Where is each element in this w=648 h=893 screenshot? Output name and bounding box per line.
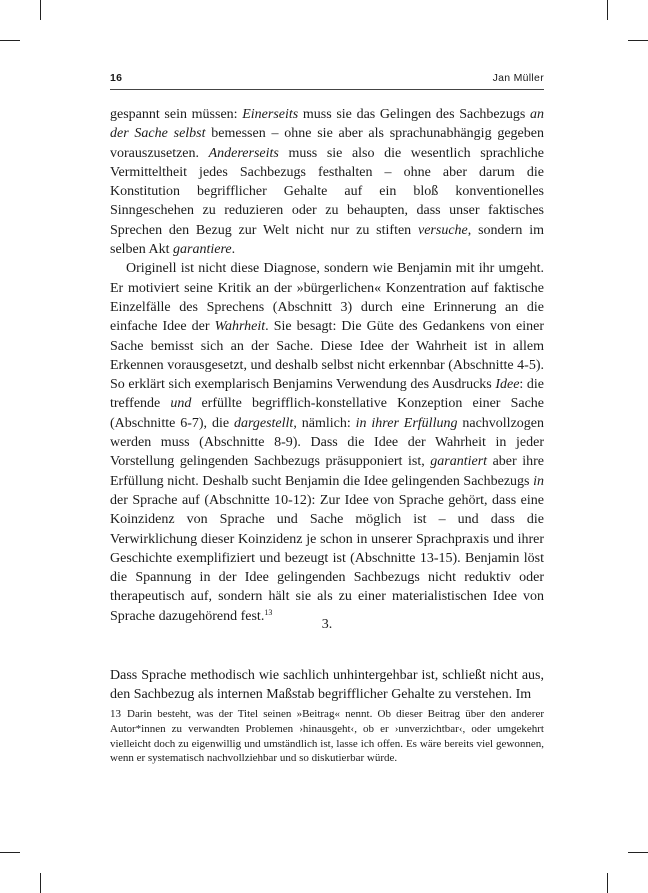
text-run: der Sprache auf (Abschnitte 10-12): Zur Idee von Sprache gehört, dass eine Koinzidenz von Sprache und Sache möglich ist – und dass die Verwirklichung dieser Koinzidenz je schon in unserer Sprachpraxis und ihrer Geschichte exemplifiziert und bezeugt ist (Abschnitte 13-15). Benjamin löst die Spannung in der Idee gelingenden Sachbezugs nicht reduktiv oder therapeutisch auf, sondern hält sie als zu einer materialistischen Idee von Sprache dazugehörend fest.	[110, 492, 544, 624]
text-run: aber ihre Erfüllung nicht. Deshalb sucht Benjamin die Idee gelingenden Sachbezugs	[110, 454, 544, 489]
emphasis: Idee	[495, 377, 520, 393]
text-run: , nämlich:	[293, 415, 356, 431]
text-run: erfüllte begrifflich-konstellative Konzeption einer Sache (Abschnitte 6-7), die	[110, 396, 544, 431]
text-run: Originell ist nicht diese Diagnose, sondern wie Benjamin mit ihr umgeht. Er motiviert seine Kritik an der »bürgerlichen« Konzentration auf faktische Einzelfälle des Sprechens (Abschnitt 3) durch eine Erinnerung an die einfache Idee der	[110, 261, 544, 335]
emphasis: an der Sache selbst	[110, 107, 544, 142]
crop-mark	[607, 873, 608, 893]
paragraph-3: Dass Sprache methodisch wie sachlich unhintergehbar ist, schließt nicht aus, den Sachbezug als internen Maßstab begrifflicher Gehalte zu verstehen. Im	[110, 668, 544, 703]
crop-mark	[0, 852, 20, 853]
section-heading: 3.	[321, 617, 333, 632]
page-number: 16	[110, 72, 123, 84]
crop-mark	[628, 852, 648, 853]
text-run: , sondern im selben Akt	[110, 222, 545, 258]
crop-mark	[607, 0, 608, 20]
emphasis: dargestellt	[233, 415, 294, 431]
paragraph-2	[110, 259, 544, 626]
emphasis: Wahrheit	[214, 319, 266, 335]
emphasis: Andererseits	[208, 145, 279, 161]
emphasis: versuche	[418, 222, 468, 238]
crop-mark	[0, 40, 20, 41]
emphasis: garantiere	[173, 242, 232, 258]
text-run: muss sie das Gelingen des Sachbezugs	[298, 107, 530, 122]
emphasis: in ihrer Erfüllung	[355, 415, 458, 431]
emphasis: garantiert	[430, 454, 488, 470]
text-run: : die treffende	[110, 377, 544, 412]
footnote-number: 13	[110, 708, 121, 720]
crop-mark	[40, 873, 41, 893]
text-run: gespannt sein müssen:	[110, 107, 243, 122]
text-run: .	[231, 242, 236, 258]
main-text	[110, 105, 544, 626]
header-rule	[110, 89, 544, 90]
text-run: nachvollzogen werden muss (Abschnitte 8-9). Dass die Idee der Wahrheit in jeder Vorstellung gelingenden Sachbezugs präsupponiert ist,	[110, 415, 545, 470]
emphasis: in	[533, 473, 544, 489]
footnote-reference[interactable]: 13	[264, 607, 273, 617]
text-run: . Sie besagt: Die Güte des Gedankens von einer Sache bemisst sich an der Sache. Diese Idee der Wahrheit ist in allem Erkennen vorausgesetzt, und deshalb selbst nicht erkennbar (Abschnitte 4-5). So erklärt sich exemplarisch Benjamins Verwendung des Ausdrucks	[110, 319, 544, 393]
crop-mark	[40, 0, 41, 20]
paragraph-1	[110, 105, 544, 259]
text-run: bemessen – ohne sie aber als sprachunabhängig gegeben vorauszusetzen.	[110, 126, 544, 161]
text-run: muss sie also die wesentlich sprachliche Vermitteltheit jedes Sachbezugs festhalten – ohne aber darum die Konstitution begrifflicher Gehalte auf ein bloß konventionelles Sinngeschehen zu reduzieren oder zu behaupten, dass unser faktisches Sprechen den Bezug zur Welt nicht nur zu stiften	[110, 145, 544, 238]
emphasis: und	[170, 396, 192, 412]
running-header-author: Jan Müller	[492, 72, 544, 84]
emphasis: Einerseits	[242, 107, 299, 122]
footnote	[110, 707, 544, 766]
footnote-text: Darin besteht, was der Titel seinen »Beitrag« nennt. Ob dieser Beitrag über den anderer Autor*innen zu verwandten Problemen ›hinausgeht‹, ob er ›unverzichtbar‹, oder umgekehrt vielleicht doch zu eigenwillig und umständlich ist, lasse ich offen. Es wäre bereits viel gewonnen, wenn er systematisch nachvollziehbar und so diskutierbar würde.	[110, 708, 544, 765]
crop-mark	[628, 40, 648, 41]
